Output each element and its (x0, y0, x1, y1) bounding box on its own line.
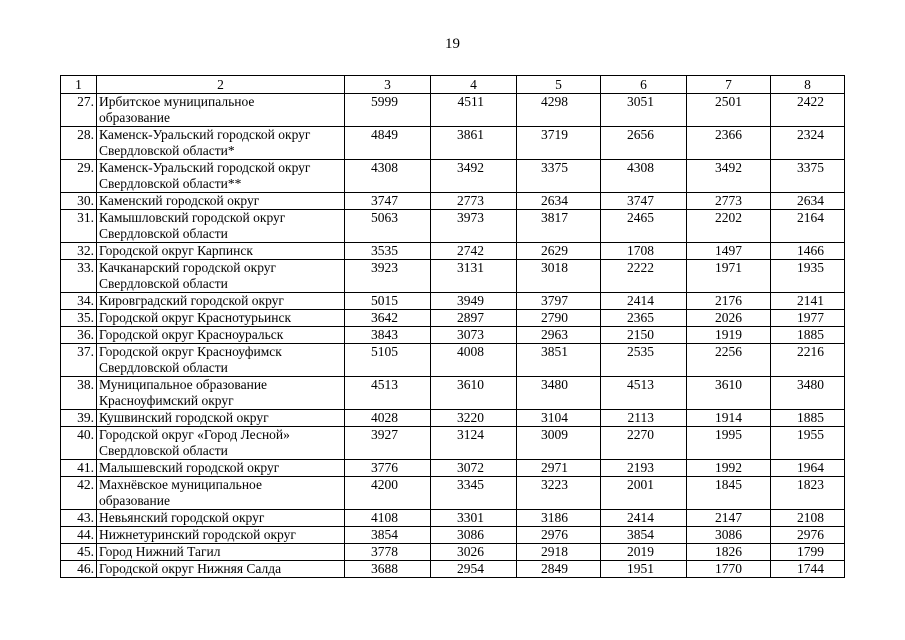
value-cell: 2164 (771, 210, 845, 243)
value-cell: 5063 (345, 210, 431, 243)
value-cell: 2270 (601, 427, 687, 460)
value-cell: 2001 (601, 477, 687, 510)
table-row (61, 127, 845, 160)
column-header: 1 (61, 76, 97, 94)
value-cell: 3973 (431, 210, 517, 243)
value-cell: 4308 (601, 160, 687, 193)
table-header-row (61, 76, 845, 94)
municipality-name: Муниципальное образование Красноуфимский округ (97, 377, 345, 410)
column-header: 3 (345, 76, 431, 94)
value-cell: 1951 (601, 561, 687, 578)
value-cell: 4849 (345, 127, 431, 160)
value-cell: 3610 (431, 377, 517, 410)
value-cell: 3086 (431, 527, 517, 544)
table-row (61, 377, 845, 410)
table-row (61, 94, 845, 127)
municipality-name: Городской округ Карпинск (97, 243, 345, 260)
value-cell: 1992 (687, 460, 771, 477)
value-cell: 2501 (687, 94, 771, 127)
value-cell: 3026 (431, 544, 517, 561)
value-cell: 3086 (687, 527, 771, 544)
municipality-name: Каменский городской округ (97, 193, 345, 210)
row-number: 34. (61, 293, 97, 310)
table-row (61, 527, 845, 544)
column-header: 4 (431, 76, 517, 94)
value-cell: 5105 (345, 344, 431, 377)
municipality-name: Каменск-Уральский городской округ Свердловской области* (97, 127, 345, 160)
value-cell: 3719 (517, 127, 601, 160)
table-row (61, 460, 845, 477)
value-cell: 1919 (687, 327, 771, 344)
value-cell: 3223 (517, 477, 601, 510)
row-number: 42. (61, 477, 97, 510)
value-cell: 1935 (771, 260, 845, 293)
value-cell: 3747 (601, 193, 687, 210)
value-cell: 3776 (345, 460, 431, 477)
value-cell: 3018 (517, 260, 601, 293)
value-cell: 2465 (601, 210, 687, 243)
value-cell: 3124 (431, 427, 517, 460)
column-header: 7 (687, 76, 771, 94)
row-number: 29. (61, 160, 97, 193)
value-cell: 3642 (345, 310, 431, 327)
value-cell: 3480 (771, 377, 845, 410)
municipality-name: Нижнетуринский городской округ (97, 527, 345, 544)
value-cell: 2216 (771, 344, 845, 377)
municipality-name: Ирбитское муниципальное образование (97, 94, 345, 127)
value-cell: 3851 (517, 344, 601, 377)
value-cell: 3345 (431, 477, 517, 510)
value-cell: 1497 (687, 243, 771, 260)
value-cell: 2742 (431, 243, 517, 260)
value-cell: 5999 (345, 94, 431, 127)
value-cell: 3861 (431, 127, 517, 160)
row-number: 27. (61, 94, 97, 127)
value-cell: 3104 (517, 410, 601, 427)
table-row (61, 561, 845, 578)
value-cell: 3688 (345, 561, 431, 578)
column-header: 8 (771, 76, 845, 94)
value-cell: 1885 (771, 327, 845, 344)
value-cell: 4513 (345, 377, 431, 410)
value-cell: 2976 (771, 527, 845, 544)
row-number: 37. (61, 344, 97, 377)
row-number: 30. (61, 193, 97, 210)
value-cell: 2897 (431, 310, 517, 327)
value-cell: 2629 (517, 243, 601, 260)
value-cell: 4511 (431, 94, 517, 127)
value-cell: 1885 (771, 410, 845, 427)
value-cell: 2963 (517, 327, 601, 344)
row-number: 31. (61, 210, 97, 243)
municipality-name: Городской округ Нижняя Салда (97, 561, 345, 578)
municipality-name: Невьянский городской округ (97, 510, 345, 527)
row-number: 46. (61, 561, 97, 578)
value-cell: 2414 (601, 293, 687, 310)
value-cell: 2113 (601, 410, 687, 427)
value-cell: 1823 (771, 477, 845, 510)
value-cell: 3301 (431, 510, 517, 527)
value-cell: 3131 (431, 260, 517, 293)
value-cell: 2108 (771, 510, 845, 527)
value-cell: 3480 (517, 377, 601, 410)
value-cell: 2026 (687, 310, 771, 327)
value-cell: 2365 (601, 310, 687, 327)
value-cell: 2773 (687, 193, 771, 210)
value-cell: 1770 (687, 561, 771, 578)
municipality-name: Махнёвское муниципальное образование (97, 477, 345, 510)
row-number: 43. (61, 510, 97, 527)
value-cell: 2141 (771, 293, 845, 310)
row-number: 36. (61, 327, 97, 344)
value-cell: 2849 (517, 561, 601, 578)
row-number: 32. (61, 243, 97, 260)
value-cell: 3854 (601, 527, 687, 544)
value-cell: 2634 (771, 193, 845, 210)
value-cell: 3778 (345, 544, 431, 561)
municipality-name: Городской округ Красноуральск (97, 327, 345, 344)
value-cell: 3817 (517, 210, 601, 243)
municipality-name: Кировградский городской округ (97, 293, 345, 310)
value-cell: 3949 (431, 293, 517, 310)
value-cell: 3927 (345, 427, 431, 460)
value-cell: 1708 (601, 243, 687, 260)
row-number: 41. (61, 460, 97, 477)
value-cell: 2634 (517, 193, 601, 210)
value-cell: 3375 (771, 160, 845, 193)
value-cell: 3747 (345, 193, 431, 210)
table-row (61, 260, 845, 293)
row-number: 28. (61, 127, 97, 160)
value-cell: 2790 (517, 310, 601, 327)
value-cell: 3375 (517, 160, 601, 193)
value-cell: 4108 (345, 510, 431, 527)
value-cell: 3535 (345, 243, 431, 260)
data-table (60, 75, 845, 578)
value-cell: 1914 (687, 410, 771, 427)
value-cell: 4308 (345, 160, 431, 193)
column-header: 6 (601, 76, 687, 94)
value-cell: 2918 (517, 544, 601, 561)
municipality-name: Каменск-Уральский городской округ Свердловской области** (97, 160, 345, 193)
value-cell: 4008 (431, 344, 517, 377)
row-number: 33. (61, 260, 97, 293)
column-header: 2 (97, 76, 345, 94)
value-cell: 1955 (771, 427, 845, 460)
value-cell: 1845 (687, 477, 771, 510)
value-cell: 3854 (345, 527, 431, 544)
value-cell: 3009 (517, 427, 601, 460)
value-cell: 2954 (431, 561, 517, 578)
municipality-name: Камышловский городской округ Свердловской области (97, 210, 345, 243)
value-cell: 1744 (771, 561, 845, 578)
municipality-name: Кушвинский городской округ (97, 410, 345, 427)
value-cell: 2976 (517, 527, 601, 544)
municipality-name: Городской округ Краснотурьинск (97, 310, 345, 327)
row-number: 35. (61, 310, 97, 327)
row-number: 44. (61, 527, 97, 544)
value-cell: 1995 (687, 427, 771, 460)
table-row (61, 193, 845, 210)
value-cell: 2422 (771, 94, 845, 127)
table-row (61, 160, 845, 193)
row-number: 38. (61, 377, 97, 410)
table-row (61, 310, 845, 327)
row-number: 45. (61, 544, 97, 561)
value-cell: 2414 (601, 510, 687, 527)
value-cell: 2535 (601, 344, 687, 377)
table-row (61, 510, 845, 527)
value-cell: 3186 (517, 510, 601, 527)
value-cell: 3797 (517, 293, 601, 310)
table-row (61, 544, 845, 561)
page-number: 19 (445, 36, 460, 52)
value-cell: 2019 (601, 544, 687, 561)
value-cell: 3051 (601, 94, 687, 127)
table-row (61, 210, 845, 243)
value-cell: 2971 (517, 460, 601, 477)
value-cell: 1799 (771, 544, 845, 561)
municipality-name: Качканарский городской округ Свердловской области (97, 260, 345, 293)
value-cell: 2176 (687, 293, 771, 310)
value-cell: 3610 (687, 377, 771, 410)
value-cell: 3072 (431, 460, 517, 477)
value-cell: 2202 (687, 210, 771, 243)
value-cell: 2147 (687, 510, 771, 527)
value-cell: 1466 (771, 243, 845, 260)
value-cell: 4298 (517, 94, 601, 127)
municipality-name: Городской округ Красноуфимск Свердловской области (97, 344, 345, 377)
table-row (61, 243, 845, 260)
row-number: 40. (61, 427, 97, 460)
municipality-name: Городской округ «Город Лесной» Свердловской области (97, 427, 345, 460)
value-cell: 3843 (345, 327, 431, 344)
value-cell: 4513 (601, 377, 687, 410)
table-row (61, 293, 845, 310)
value-cell: 2256 (687, 344, 771, 377)
value-cell: 1971 (687, 260, 771, 293)
table-row (61, 477, 845, 510)
value-cell: 1826 (687, 544, 771, 561)
value-cell: 3923 (345, 260, 431, 293)
value-cell: 3220 (431, 410, 517, 427)
municipality-name: Город Нижний Тагил (97, 544, 345, 561)
value-cell: 3492 (687, 160, 771, 193)
row-number: 39. (61, 410, 97, 427)
value-cell: 5015 (345, 293, 431, 310)
value-cell: 2656 (601, 127, 687, 160)
value-cell: 4028 (345, 410, 431, 427)
table-row (61, 327, 845, 344)
column-header: 5 (517, 76, 601, 94)
value-cell: 2773 (431, 193, 517, 210)
value-cell: 2366 (687, 127, 771, 160)
value-cell: 2193 (601, 460, 687, 477)
value-cell: 3073 (431, 327, 517, 344)
value-cell: 1964 (771, 460, 845, 477)
table-row (61, 410, 845, 427)
value-cell: 4200 (345, 477, 431, 510)
value-cell: 1977 (771, 310, 845, 327)
value-cell: 2150 (601, 327, 687, 344)
value-cell: 2324 (771, 127, 845, 160)
value-cell: 2222 (601, 260, 687, 293)
table-row (61, 344, 845, 377)
value-cell: 3492 (431, 160, 517, 193)
municipality-name: Малышевский городской округ (97, 460, 345, 477)
table-row (61, 427, 845, 460)
